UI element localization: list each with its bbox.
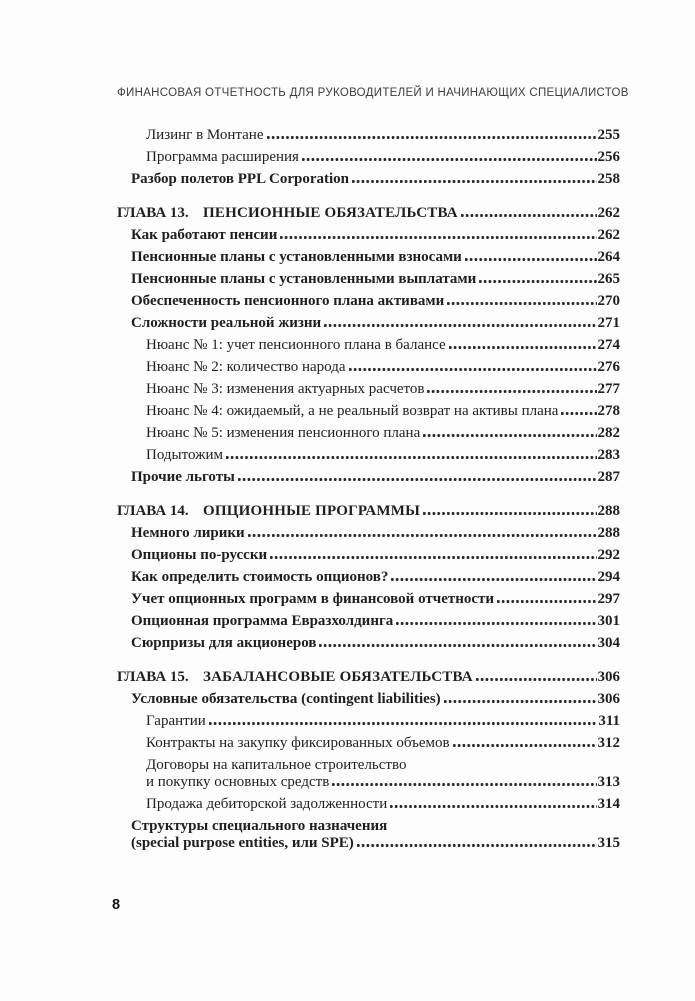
dot-leader <box>267 136 597 139</box>
toc-line <box>131 171 620 188</box>
toc-entry-title: Нюанс № 2: количество народа <box>146 359 346 375</box>
toc-entry-row <box>117 547 620 564</box>
toc-line <box>131 271 620 288</box>
toc-line <box>146 774 620 791</box>
toc-entry-row <box>117 271 620 288</box>
toc-entry-row <box>117 569 620 586</box>
toc-entry-row <box>117 447 620 464</box>
toc-line <box>117 503 620 520</box>
toc-line <box>146 127 620 144</box>
toc-line <box>131 818 620 835</box>
dot-leader <box>324 324 596 327</box>
toc-page-number: 283 <box>597 447 620 463</box>
toc-page-number: 301 <box>597 613 620 629</box>
toc-line <box>131 635 620 652</box>
toc-entry-row <box>117 315 620 332</box>
toc-page-number: 271 <box>597 315 620 331</box>
dot-leader <box>427 390 596 393</box>
toc-entry-row <box>117 227 620 244</box>
toc-entry-title: Разбор полетов PPL Corporation <box>131 171 349 187</box>
toc-list <box>117 127 620 852</box>
toc-line <box>146 757 620 774</box>
toc-page-number: 276 <box>597 359 620 375</box>
toc-entry-title: Немного лирики <box>131 525 245 541</box>
toc-line <box>117 669 620 686</box>
toc-line <box>131 547 620 564</box>
dot-leader <box>319 644 596 647</box>
toc-page-number: 265 <box>597 271 620 287</box>
dot-leader <box>453 744 597 747</box>
dot-leader <box>248 534 597 537</box>
toc-page-number: 314 <box>597 796 620 812</box>
toc-page-number: 292 <box>597 547 620 563</box>
toc-entry-title: Продажа дебиторской задолженности <box>146 796 388 812</box>
toc-page-number: 311 <box>598 713 620 729</box>
toc-entry-title: Опционы по-русски <box>131 547 268 563</box>
chapter-label: ГЛАВА 14. <box>117 503 189 519</box>
toc-page-number: 304 <box>597 635 620 651</box>
toc-entry-row <box>117 635 620 652</box>
toc-entry-row <box>117 691 620 708</box>
toc-line <box>131 227 620 244</box>
toc-line <box>131 569 620 586</box>
toc-line <box>131 591 620 608</box>
dot-leader <box>423 512 596 515</box>
toc-entry-title: Учет опционных программ в финансовой отчетности <box>131 591 495 607</box>
toc-entry-title: Пенсионные планы с установленными взносами <box>131 249 462 265</box>
toc-entry-title: Структуры специального назначения <box>131 818 388 834</box>
toc-line <box>131 525 620 542</box>
toc-entry-title: Как определить стоимость опционов? <box>131 569 389 585</box>
toc-entry-title: Контракты на закупку фиксированных объемов <box>146 735 450 751</box>
toc-entry-title: Нюанс № 1: учет пенсионного плана в балансе <box>146 337 446 353</box>
dot-leader <box>270 556 596 559</box>
dot-leader <box>561 412 596 415</box>
dot-leader <box>280 236 596 239</box>
dot-leader <box>209 722 598 725</box>
toc-entry-row <box>117 403 620 420</box>
toc-entry-title: Подытожим <box>146 447 223 463</box>
dot-leader <box>465 258 597 261</box>
dot-leader <box>238 478 597 481</box>
toc-entry-title: Как работают пенсии <box>131 227 278 243</box>
toc-entry-title: ПЕНСИОННЫЕ ОБЯЗАТЕЛЬСТВА <box>203 205 458 221</box>
toc-line <box>131 469 620 486</box>
toc-line <box>117 205 620 222</box>
toc-page-number: 256 <box>597 149 620 165</box>
toc-line <box>146 796 620 813</box>
dot-leader <box>302 158 597 161</box>
toc-entry-row <box>117 591 620 608</box>
toc-entry-row <box>117 796 620 813</box>
toc-entry-title: Условные обязательства (contingent liabilities) <box>131 691 441 707</box>
toc-entry-row <box>117 293 620 310</box>
toc-chapter-row <box>117 657 620 686</box>
toc-entry-title: Пенсионные планы с установленными выплатами <box>131 271 477 287</box>
toc-entry-title: Гарантии <box>146 713 206 729</box>
dot-leader <box>476 678 597 681</box>
book-page <box>117 0 629 857</box>
toc-entry-row <box>117 525 620 542</box>
toc-entry-title: Обеспеченность пенсионного плана активами <box>131 293 445 309</box>
toc-entry-title: Сложности реальной жизни <box>131 315 322 331</box>
toc-page-number: 264 <box>597 249 620 265</box>
toc-page-number: 306 <box>597 669 620 685</box>
toc-entry-row <box>117 149 620 166</box>
folio-page-number: 8 <box>112 897 121 913</box>
toc-line <box>131 691 620 708</box>
toc-page-number: 294 <box>597 569 620 585</box>
toc-line <box>131 249 620 266</box>
dot-leader <box>479 280 596 283</box>
toc-entry-title: Нюанс № 5: изменения пенсионного плана <box>146 425 421 441</box>
toc-page-number: 315 <box>597 835 620 851</box>
toc-entry-title: Нюанс № 3: изменения актуарных расчетов <box>146 381 425 397</box>
toc-entry-title: Нюанс № 4: ожидаемый, а не реальный возврат на активы плана <box>146 403 559 419</box>
toc-entry-row <box>117 425 620 442</box>
toc-page-number: 306 <box>597 691 620 707</box>
toc-entry-title: и покупку основных средств <box>146 774 330 790</box>
toc-entry-title: Лизинг в Монтане <box>146 127 264 143</box>
toc-page-number: 258 <box>597 171 620 187</box>
toc-page-number: 270 <box>597 293 620 309</box>
dot-leader <box>497 600 596 603</box>
toc-page-number: 282 <box>597 425 620 441</box>
toc-entry-row <box>117 127 620 144</box>
toc-line <box>146 447 620 464</box>
dot-leader <box>390 805 596 808</box>
toc-line <box>146 359 620 376</box>
toc-entry-row <box>117 171 620 188</box>
toc-page-number: 274 <box>597 337 620 353</box>
toc-line <box>131 315 620 332</box>
toc-page-number: 287 <box>597 469 620 485</box>
toc-entry-row <box>117 249 620 266</box>
dot-leader <box>226 456 597 459</box>
toc-line <box>146 403 620 420</box>
toc-entry-row <box>117 381 620 398</box>
toc-line <box>131 293 620 310</box>
chapter-label: ГЛАВА 13. <box>117 205 189 221</box>
toc-page-number: 262 <box>597 205 620 221</box>
toc-page-number: 255 <box>597 127 620 143</box>
toc-entry-title: ЗАБАЛАНСОВЫЕ ОБЯЗАТЕЛЬСТВА <box>203 669 473 685</box>
toc-line <box>131 835 620 852</box>
toc-entry-title: Договоры на капитальное строительство <box>146 757 407 773</box>
toc-page-number: 288 <box>597 503 620 519</box>
toc-entry-row <box>117 337 620 354</box>
toc-page-number: 278 <box>597 403 620 419</box>
toc-entry-title: Сюрпризы для акционеров <box>131 635 317 651</box>
toc-entry-row <box>117 613 620 630</box>
dot-leader <box>396 622 596 625</box>
toc-line <box>146 337 620 354</box>
dot-leader <box>332 783 596 786</box>
toc-page-number: 262 <box>597 227 620 243</box>
toc-page-number: 297 <box>597 591 620 607</box>
toc-entry-row <box>117 713 620 730</box>
toc-entry-title: Опционная программа Евразхолдинга <box>131 613 394 629</box>
chapter-label: ГЛАВА 15. <box>117 669 189 685</box>
toc-page-number: 312 <box>597 735 620 751</box>
running-header: ФИНАНСОВАЯ ОТЧЕТНОСТЬ ДЛЯ РУКОВОДИТЕЛЕЙ И НАЧИНАЮЩИХ СПЕЦИАЛИСТОВ <box>117 87 629 99</box>
toc-line <box>131 613 620 630</box>
dot-leader <box>357 844 597 847</box>
toc-entry-title: (special purpose entities, или SPE) <box>131 835 354 851</box>
toc-line <box>146 381 620 398</box>
dot-leader <box>449 346 597 349</box>
toc-page-number: 288 <box>597 525 620 541</box>
dot-leader <box>423 434 596 437</box>
toc-entry-title: Прочие льготы <box>131 469 235 485</box>
toc-entry-row <box>117 818 620 852</box>
dot-leader <box>444 700 597 703</box>
toc-line <box>146 149 620 166</box>
toc-entry-row <box>117 735 620 752</box>
toc-chapter-row <box>117 491 620 520</box>
toc-line <box>146 735 620 752</box>
dot-leader <box>461 214 597 217</box>
dot-leader <box>447 302 596 305</box>
toc-entry-title: ОПЦИОННЫЕ ПРОГРАММЫ <box>203 503 421 519</box>
toc-entry-row <box>117 359 620 376</box>
dot-leader <box>391 578 596 581</box>
dot-leader <box>352 180 597 183</box>
toc-line <box>146 425 620 442</box>
toc-chapter-row <box>117 193 620 222</box>
toc-page-number: 277 <box>597 381 620 397</box>
toc-entry-title: Программа расширения <box>146 149 299 165</box>
dot-leader <box>349 368 597 371</box>
toc-page-number: 313 <box>597 774 620 790</box>
toc-line <box>146 713 620 730</box>
toc-entry-row <box>117 469 620 486</box>
toc-entry-row <box>117 757 620 791</box>
